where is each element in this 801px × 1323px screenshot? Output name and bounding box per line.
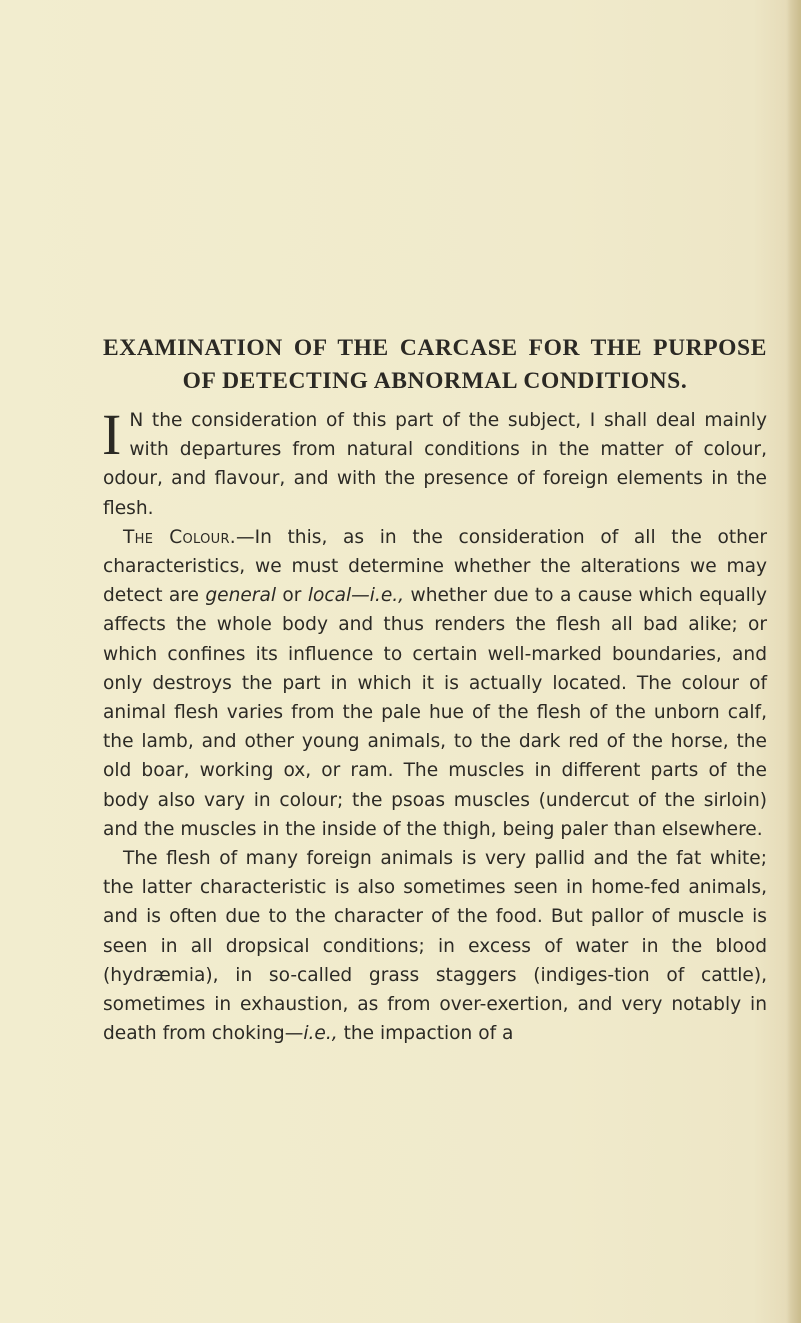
chapter-heading — [103, 332, 767, 398]
paragraph-colour — [103, 523, 767, 844]
heading-line-1: EXAMINATION OF THE CARCASE FOR THE PURPOSE — [103, 335, 767, 361]
paragraph-intro-text: N the consideration of this part of the subject, I shall deal mainly with departures from natural conditions in the matter of colour, odour, and flavour, and with the presence of foreign elements in the flesh. — [103, 410, 767, 519]
body-text — [102, 402, 767, 1048]
paragraph-colour-text-b: or — [276, 585, 308, 607]
italic-general: general — [205, 585, 277, 607]
italic-ie: i.e., — [303, 1023, 338, 1045]
paragraph-colour-text-a: —In this, as in the consideration of all the other characteristics, we must determine whether the alterations we may detect are — [103, 526, 767, 607]
drop-cap: I — [102, 402, 122, 467]
page-edge-shadow — [787, 0, 801, 1323]
paragraph-intro — [102, 402, 767, 523]
paragraph-pallor-text-b: the impaction of a — [337, 1023, 514, 1045]
paragraph-pallor-text-a: The flesh of many foreign animals is very pallid and the fat white; the latter characteristic is also sometimes seen in home-fed animals, and is often due to the character of the food. But pallor of muscle is seen in all dropsical conditions; in excess of water in the blood (hydræmia), in so-called grass staggers (indiges-tion of cattle), sometimes in exhaustion, as from over-exertion, and very notably in death from choking— — [103, 848, 767, 1045]
section-lead-colour: The Colour. — [123, 526, 236, 548]
document-body — [103, 332, 767, 1048]
italic-local: local—i.e., — [307, 585, 405, 607]
paragraph-pallor — [103, 844, 767, 1048]
paragraph-colour-text-c: whether due to a cause which equally affects the whole body and thus renders the flesh all bad alike; or which confines its influence to certain well-marked boundaries, and only destroys the part in which it is actually located. The colour of animal flesh varies from the pale hue of the flesh of the unborn calf, the lamb, and other young animals, to the dark red of the horse, the old boar, working ox, or ram. The muscles in different parts of the body also vary in colour; the psoas muscles (undercut of the sirloin) and the muscles in the inside of the thigh, being paler than elsewhere. — [103, 585, 767, 840]
heading-line-2: OF DETECTING ABNORMAL CONDITIONS. — [182, 368, 688, 394]
